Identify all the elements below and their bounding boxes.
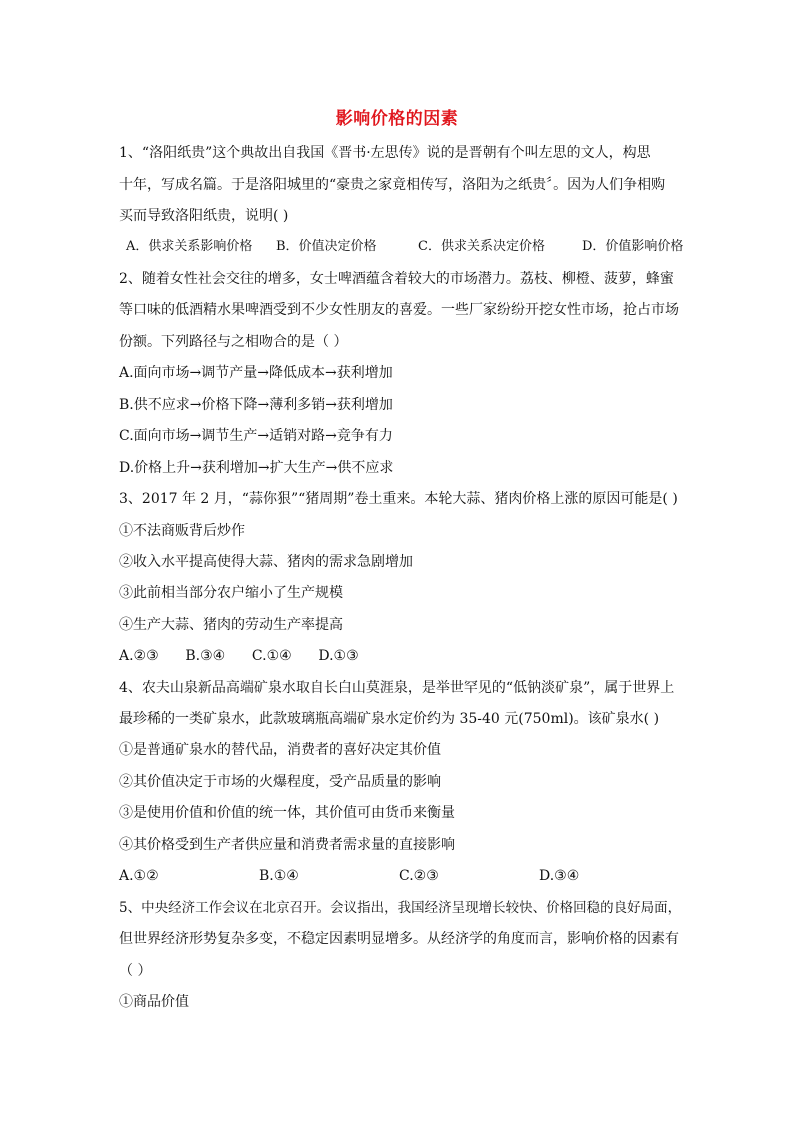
q1-line-3: 买而导致洛阳纸贵，说明( ) (119, 208, 289, 224)
q2-option-a: A.面向市场→调节产量→降低成本→获利增加 (119, 365, 393, 381)
q2-line-2: 等口味的低酒精水果啤酒受到不少女性朋友的喜爱。一些厂家纷纷开挖女性市场，抢占市场 (119, 302, 679, 318)
q1-option-b: B．价值决定价格 (276, 239, 377, 254)
q4-item-3: ③是使用价值和价值的统一体，其价值可由货币来衡量 (119, 805, 455, 821)
q2-option-d: D.价格上升→获利增加→扩大生产→供不应求 (119, 460, 394, 476)
q4-line-1: 4、农夫山泉新品高端矿泉水取自长白山莫涯泉，是举世罕见的“低钠淡矿泉”，属于世界上 (119, 680, 675, 696)
q4-option-b: B.①④ (259, 868, 299, 884)
q2-option-b: B.供不应求→价格下降→薄利多销→获利增加 (119, 397, 393, 413)
q4-item-2: ②其价值决定于市场的火爆程度，受产品质量的影响 (119, 774, 441, 790)
q2-line-1: 2、随着女性社会交往的增多，女士啤酒蕴含着较大的市场潜力。荔枝、柳橙、菠萝，蜂蜜 (119, 271, 674, 287)
q5-line-2: 但世界经济形势复杂多变，不稳定因素明显增多。从经济学的角度而言，影响价格的因素有 (119, 931, 679, 947)
page-title: 影响价格的因素 (335, 109, 459, 129)
q3-item-3: ③此前相当部分农户缩小了生产规模 (119, 585, 343, 601)
q3-line-1: 3、2017 年 2 月，“蒜你狠”“猪周期”卷土重来。本轮大蒜、猪肉价格上涨的原因可能是( ) (119, 491, 678, 507)
q4-option-d: D.③④ (539, 868, 580, 884)
q3-options: A.②③ B.③④ C.①④ D.①③ (119, 648, 359, 664)
q4-line-2: 最珍稀的一类矿泉水，此款玻璃瓶高端矿泉水定价约为 35-40 元(750ml)。该矿泉水( ) (119, 711, 660, 727)
q5-line-3: （ ） (119, 963, 152, 979)
q1-line-1: 1、“洛阳纸贵”这个典故出自我国《晋书·左思传》说的是晋朝有个叫左思的文人，构思 (119, 145, 651, 161)
q3-item-1: ①不法商贩背后炒作 (119, 523, 245, 539)
q2-option-c: C.面向市场→调节生产→适销对路→竞争有力 (119, 428, 393, 444)
q4-option-a: A.①② (119, 868, 159, 884)
q3-item-2: ②收入水平提高使得大蒜、猪肉的需求急剧增加 (119, 554, 413, 570)
q2-line-3: 份额。下列路径与之相吻合的是（ ） (119, 334, 348, 350)
q5-line-1: 5、中央经济工作会议在北京召开。会议指出，我国经济呈现增长较快、价格回稳的良好局面， (119, 900, 682, 916)
q4-item-4: ④其价格受到生产者供应量和消费者需求量的直接影响 (119, 837, 455, 853)
q1-option-d: D．价值影响价格 (582, 239, 684, 254)
q1-line-2: 十年，写成名篇。于是洛阳城里的“豪贵之家竟相传写，洛阳为之纸贵〞。因为人们争相购 (119, 177, 666, 193)
q3-item-4: ④生产大蒜、猪肉的劳动生产率提高 (119, 617, 343, 633)
q4-option-c: C.②③ (399, 868, 439, 884)
q5-item-1: ①商品价值 (119, 994, 189, 1010)
q4-item-1: ①是普通矿泉水的替代品，消费者的喜好决定其价值 (119, 742, 441, 758)
q1-options (126, 238, 683, 256)
q4-options (119, 867, 579, 885)
q1-option-a: A．供求关系影响价格 (126, 239, 253, 254)
q1-option-c: C．供求关系决定价格 (418, 239, 545, 254)
